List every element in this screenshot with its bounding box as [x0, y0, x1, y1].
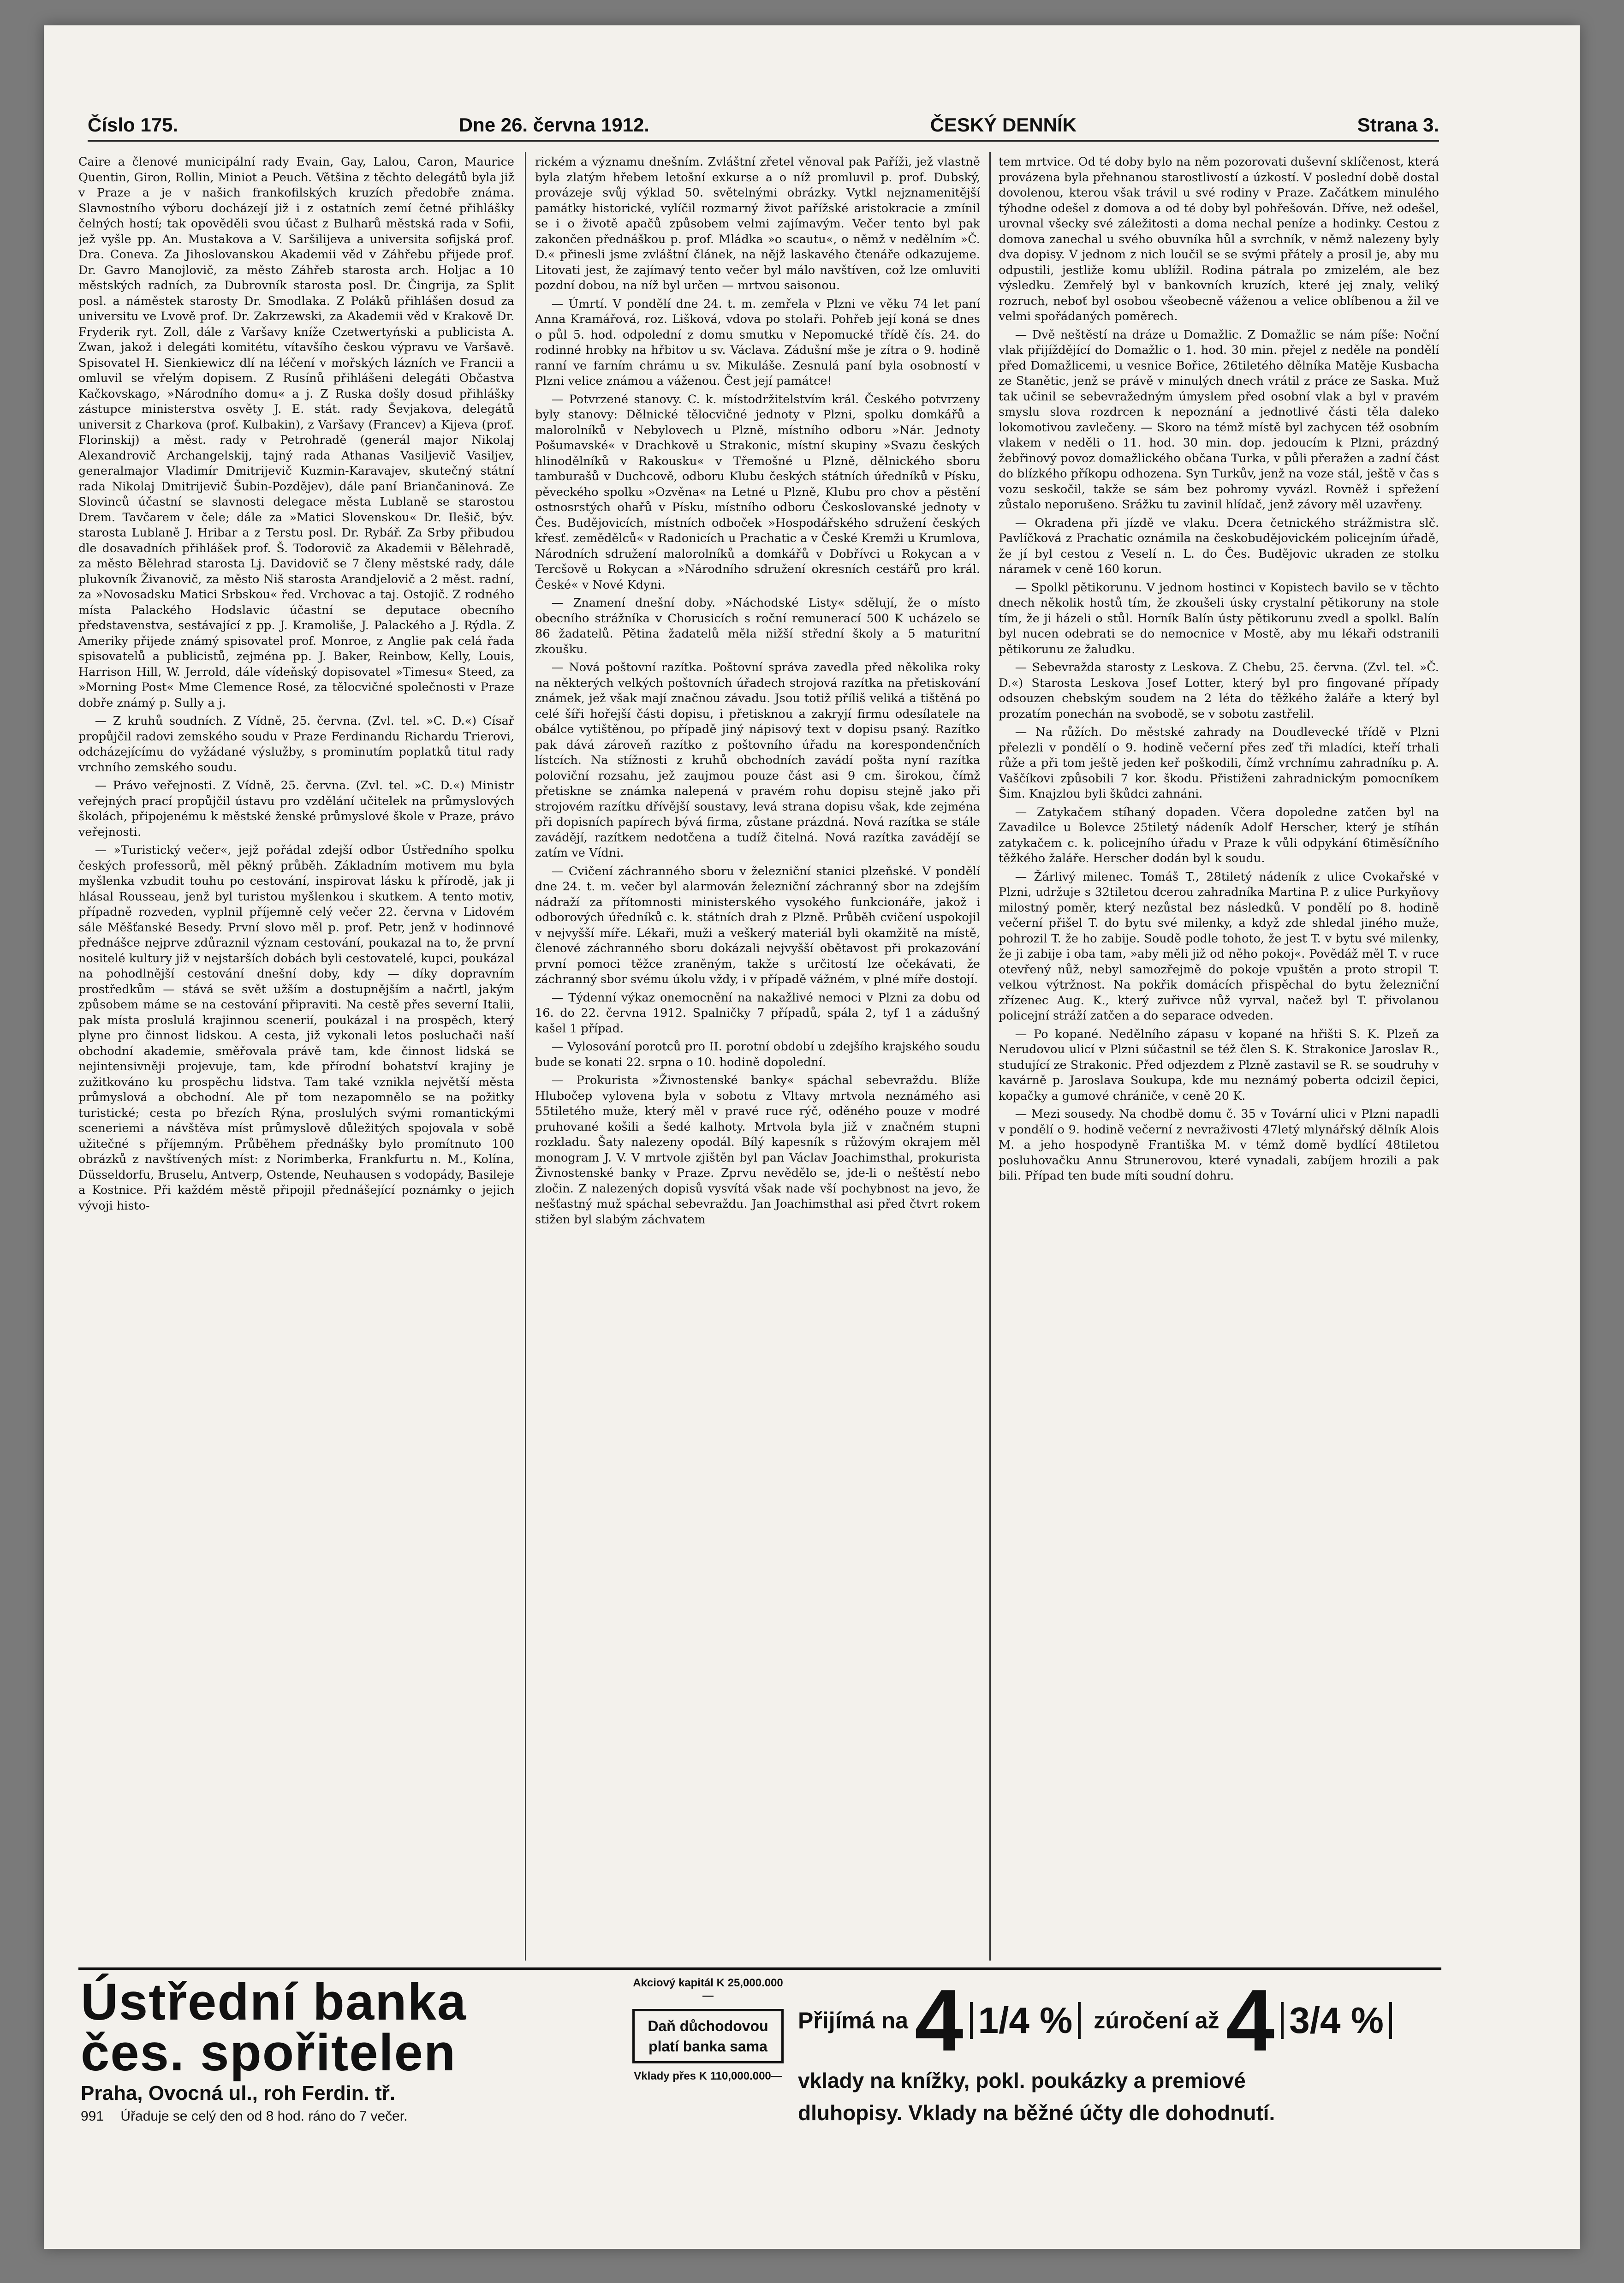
article-paragraph: — Cvičení záchranného sboru v železniční stanici plzeňské. V pondělí dne 24. t. m. večer byl alarmován železniční záchranný sbor na zdejším nádraží za přítomnosti ministerského vysokého funkcionáře, jakož i odborových úředníků c. k. státních drah z Plzně. Průběh cvičení uspokojil v nejvyšší míře. Lékaři, muži a veškerý materiál byli okamžitě na místě, členové záchranného sboru dokázali nejvyšší obětavost při prokazování první pomoci těžce zraněným, takže s určitostí lze očekávati, že záchranný sbor svému úkolu vždy, i v případě vážném, v plné míře dostojí. — [535, 864, 980, 986]
article-paragraph: — Vylosování porotců pro II. porotní období u zdejšího krajského soudu bude se konati 22. srpna o 10. hodině dopolední. — [535, 1040, 980, 1069]
article-paragraph: — Týdenní výkaz onemocnění na nakažlivé nemoci v Plzni za dobu od 16. do 22. června 1912. Spalničky 7 případů, spála 2, tyf 1 a zádušný kašel 1 případ. — [535, 990, 980, 1036]
bank-hours: Úřaduje se celý den od 8 hod. ráno do 7 večer. — [120, 2109, 408, 2124]
article-paragraph: — Sebevražda starosty z Leskova. Z Chebu, 25. června. (Zvl. tel. »Č. D.«) Starosta Leskova Josef Lotter, který byl pro fingované případy odsouzen chebským soudem na 2 léta do těžkého žaláře a který byl prozatím ponechán na svobodě, se v sobotu zastřelil. — [999, 661, 1439, 721]
page-header — [88, 108, 1439, 142]
article-paragraph: Caire a členové municipální rady Evain, Gay, Lalou, Caron, Maurice Quentin, Giron, Rollin, Miniot a Peuch. Většina z těchto delegátů byla již v Praze a je v našich frankofilských kruzích předobře známa. Slavnostního výboru docházejí již i z ostatních zemí četné přihlášky čelných hostí; tak opověděli svou účast z Bulharů městská rada v Sofii, jež vyšle pp. An. Mustakova a V. Saršilijeva a universita sofijská prof. Dra. Coneva. Za Jihoslovanskou Akademii věd v Záhřebu přijede prof. Dr. Gavro Manojlovič, za město Záhřeb starosta arch. Holjac a 10 městských radních, za Dubrovník starosta posl. Dr. Čingrija, za Split posl. a náměstek starosty Dr. Smodlaka. Z Poláků přihlášen dosud za universitu ve Lvově prof. Dr. Zakrzewski, za Akademii věd v Krakově Dr. Fryderik ryt. Zoll, dále z Varšavy kníže Czetwertyński a publicista A. Zwan, jakož i delegáti komitétu, vítavšího českou výpravu ve Varšavě. Spisovatel H. Sienkiewicz dlí na léčení v mořských lázních ve Francii a omluvil se vřelým dopisem. Z Rusínů přihlášeni delegáti Občastva Kačkovskago, »Národního domu« a j. Z Ruska došly dosud přihlášky zástupce ministerstva osvěty J. E. stát. rady Ševjakova, delegátů universit z Charkova (prof. Kulbakin), z Varšavy (Francev) a Kijeva (prof. Florinskij) a měst. rady v Petrohradě (generál major Nikolaj Alexandrovič Archangelskij, tajný rada Athanas Vasiljevič Vasiljev, generalmajor Vladimír Dmitrijevič Kuzmin-Karavajev, skutečný státní rada Nikolaj Dmitrijevič Šubin-Pozdějev), dále paní Briančaninová. Ze Slovinců účastní se slavnosti delegace města Lublaně se starostou Drem. Tavčarem v čele; dále za »Matici Slovenskou« Dr. Ilešič, býv. starosta Lublaně J. Hribar a z Terstu posl. Dr. Rybář. Za Srby přibudou dle dosavadních přihlášek prof. Š. Todorovič za Akademii v Bělehradě, za město Bělehrad starosta Lj. Davidovič se 7 členy městské rady, dále plukovník Živanovič, za město Niš starosta Arandjelovič a 2 měst. radní, za »Novosadsku Matici Srbskou« řed. Vrchovac a taj. Ostojič. Z rodného místa Palackého Hodslavic účastní se deputace obecního představenstva, sestávající z pp. J. Kramoliše, J. Palackého a J. Rýdla. Z Ameriky přijede známý spisovatel prof. Monroe, z Anglie pak celá řada spisovatelů a publicistů, zejména pp. J. Baker, Reinbow, Kelly, Louis, Harrison Hill, W. Jerrold, dále vídeňský dopisovatel »Timesu« Steed, za »Morning Post« Mme Clemence Rosé, za tělocvičné společnosti v Praze dobře známý p. Sully a j. — [78, 155, 514, 710]
issue-date: Dne 26. června 1912. — [458, 114, 649, 136]
newspaper-title: ČESKÝ DENNÍK — [930, 114, 1077, 136]
article-paragraph: rickém a významu dnešním. Zvláštní zřetel věnoval pak Paříži, jež vlastně byla zlatým hřebem letošní exkurse a o níž promluvil p. prof. Dubský, provázeje svůj výklad 50. světelnými obrázky. Vytkl nejznamenitější památky historické, vylíčil rozmarný život pařížské aristokracie a zmínil se i o životě apačů způsobem velmi zajímavým. Večer tento byl pak zakončen přednáškou p. prof. Mládka »o scautu«, o němž v nedělním »Č. D.« přinesli jsme zvláštní článek, na nějž laskavého čtenáře odkazujeme. Litovati jest, že zajímavý tento večer byl málo navštíven, což lze omluviti pozdní dobou, na níž byl určen — mrtvou saisonou. — [535, 155, 980, 292]
article-paragraph: — Znamení dnešní doby. »Náchodské Listy« sdělují, že o místo obecního strážníka v Chorusicích s roční remunerací 500 K ucházelo se 86 žadatelů. Pětina žadatelů měla nižší střední školy a 5 maturitní zkoušku. — [535, 596, 980, 656]
ad-code: 991 — [81, 2109, 104, 2124]
rate2-frac: 3/4 — [1289, 2000, 1341, 2041]
reserves-caption: Vklady přes K 110,000.000— — [634, 2070, 782, 2082]
column-divider — [989, 152, 991, 1961]
article-paragraph: — Z kruhů soudních. Z Vídně, 25. června. (Zvl. tel. »C. D.«) Císař propůjčil radovi zemského soudu v Praze Ferdinandu Richardu Trierovi, odcházejícímu do vyžádané výslužby, s prominutím poplatků titul rady vrchního zemského soudu. — [78, 714, 514, 775]
article-paragraph: — Prokurista »Živnostenské banky« spáchal sebevraždu. Blíže Hlubočep vylovena byla v sobotu z Vltavy mrtvola neznámého asi 55tiletého muže, který měl v pravé ruce rýč, oděného pouze v modré pruhované košili a šedé kalhoty. Mrtvola byla již v značném stupni rozkladu. Šaty nalezeny opodál. Bílý kapesník s růžovým okrajem měl monogram J. V. V mrtvole zjištěn byl pan Václav Joachimsthal, prokurista Živnostenské banky v Praze. Zprvu nevědělo se, jde-li o neštěstí nebo zločin. Z nalezených dopisů vysvítá však nade vší pochybnost na jevo, že nešťastný muž spáchal sebevraždu. Jan Joachimsthal asi před čtvrt rokem stižen byl slabým záchvatem — [535, 1073, 980, 1227]
interest-rates-block — [798, 1972, 1439, 2134]
bank-name-line1: Ústřední banka — [81, 1973, 467, 2031]
text-column-3 — [999, 155, 1439, 1958]
article-paragraph: — »Turistický večer«, jejž pořádal zdejší odbor Ústředního spolku českých professorů, měl pěkný průběh. Základním motivem mu byla myšlenka vzbudit touhu po cestování, inspirovat lásku k přírodě, jak ji hlásal Rousseau, jenž byl turistou myšlenkou i skutkem. A tento motiv, případně rozveden, vyplnil příjemně celý večer 22. června v Lidovém sále Měšťanské Besedy. První slovo měl p. prof. Petr, jenž v hodinnové přednášce nejprve zdůraznil význam cestování, poukazal na to, že první nositelé kultury již v nejstarších dobách byli cestovatelé, kupci, poukázal na pohodlnější cestování dnešní doby, kdy — díky dopravním prostředkům — stává se svět užším a dostupnějším a načrtl, jakým způsobem máme se na cestování připraviti. Na cestě přes severní Italii, pak místa proslulá krajinnou scenerií, poukázal i na prospěch, který plyne pro činnost lidskou. A cesta, již vykonali letos posluchači naší obchodní akademie, směřovala právě tam, kde činnost lidská se nejintensivněji projevuje, tam, kde přírodní bohatství krajiny je zužitkováno ku prospěchu lidstva. Tam také vznikla největší města průmyslová a obchodní. Ale př tom nezapomnělo se na požitky turistické; cesta po březích Rýna, proslulých svými romantickými sceneriemi a návštěva míst průmyslově důležitých spojovala v sobě užitečné s příjemným. Průběhem přednášky bylo promítnuto 100 obrázků z navštívených míst: z Norimberka, Frankfurtu n. M., Kolína, Düsseldorfu, Bruselu, Antverp, Ostende, Neuhausen s vodopády, Basileje a Kostnice. Při každém městě připojil přednášející poznámky o jejich vývoji histo- — [78, 843, 514, 1213]
deposit-types-line: vklady na knížky, pokl. poukázky a premiové — [798, 2068, 1246, 2092]
rate1-frac: 1/4 — [978, 2000, 1029, 2041]
page-number: Strana 3. — [1357, 114, 1439, 136]
rate2-fraction — [1281, 2002, 1392, 2039]
bank-hours-line — [81, 2109, 625, 2124]
rate1-whole: 4 — [915, 1972, 964, 2069]
bank-address: Praha, Ovocná ul., roh Ferdin. tř. — [81, 2082, 396, 2104]
text-column-1 — [78, 155, 514, 1958]
text-column-2 — [535, 155, 980, 1958]
rate1-fraction — [970, 2002, 1081, 2039]
column-divider — [525, 152, 526, 1961]
article-paragraph: — Okradena při jízdě ve vlaku. Dcera četnického strážmistra slč. Pavlíčková z Prachatic oznámila na českobudějovickém policejním úřadě, že jí byl cestou z Veselí n. L. do Čes. Budějovic ukraden ze stolku náramek v ceně 160 korun. — [999, 516, 1439, 576]
bank-name-line2: čes. spořitelen — [81, 2024, 457, 2081]
article-paragraph: — Dvě neštěstí na dráze u Domažlic. Z Domažlic se nám píše: Noční vlak přijíždějící do Domažlic o 1. hod. 30 min. přejel z neděle na pondělí před Domažlicemi, u vesnice Bořice, 26tiletého dělníka Matěje Kusbacha ze Stanětic, jenž se právě v minulých dnech vrátil z práce ze Saska. Muž tak učinil se sebevražedným úmyslem před osobní vlak a byl v pravém smyslu slova rozdrcen k nepoznání a jednotlivé části těla daleko lokomotivou zavlečeny. — Skoro na témž místě byl zachycen též osobním vlakem v neděli o 11. hod. 30 min. dop. jedoucím k Plzni, prázdný žebřinový povoz domažlického občana Turka, v půli přeražen a zadní část do blízkého příkopu odhozena. Syn Turkův, jenž na voze stál, ještě v čas s vozu seskočil, takže se sám bez pohromy vyvázl. Rovněž i spřežení zůstalo neporušeno. Srážku tu zavinil hlídač, jenž závory měl uzavřeny. — [999, 328, 1439, 512]
interest-rates-row — [798, 1972, 1439, 2069]
article-paragraph: — Právo veřejnosti. Z Vídně, 25. června. (Zvl. tel. »C. D.«) Ministr veřejných prací propůjčil ústavu pro vzdělání učitelek na průmyslových školách, připojenému k městské ženské průmyslové škole v Praze, právo veřejnosti. — [78, 779, 514, 839]
advertisement-divider — [78, 1967, 1441, 1970]
article-paragraph: — Úmrtí. V pondělí dne 24. t. m. zemřela v Plzni ve věku 74 let paní Anna Kramářová, roz. Lišková, vdova po stolaři. Pohřeb její koná se dnes o půl 5. hod. odpolední z domu smutku v Nepomucké třídě čís. 24. do rodinné hrobky na hřbitov u sv. Václava. Zádušní mše je zítra o 9. hodině ranní ve farním chrámu u sv. Mikuláše. Zesnulá paní byla osobností v Plzni velice známou a váženou. Čest její památce! — [535, 297, 980, 388]
bank-advertisement — [81, 1972, 1439, 2136]
rate1-symbol: % — [1040, 2000, 1073, 2041]
article-paragraph: — Na růžích. Do městské zahrady na Doudlevecké třídě v Plzni přelezli v pondělí o 9. hodině večerní přes zeď tři mladíci, kteří trhali růže a při tom ještě jeden keř poškodili, čímž vrchnímu zahradníku p. A. Vaščíkovi způsobili 7 kor. škodu. Přistiženi zahradnickým pomocníkem Šim. Knajzlou byli škůdci zahnáni. — [999, 725, 1439, 801]
interest-label: zúročení až — [1094, 2008, 1219, 2033]
article-paragraph: — Po kopané. Nedělního zápasu v kopané na hřišti S. K. Plzeň za Nerudovou ulicí v Plzni súčastnil se též člen S. K. Strakonice Jaroslav R., studující ze Strakonic. Před odjezdem z Plzně zastavil se R. se soudruhy v kavárně p. Jaroslava Soukupa, kde mu neznámý poberta odcizil čepici, kopačky a gumové chrániče, v ceně 20 K. — [999, 1027, 1439, 1103]
article-paragraph: — Potvrzené stanovy. C. k. místodržitelstvím král. Českého potvrzeny byly stanovy: Dělnické tělocvičné jednoty v Plzni, spolku domkářů a malorolníků v Nebylovech u Plzně, místního odboru »Nár. Jednoty Pošumavské« v Drachkově u Strakonic, místní skupiny »Svazu českých hlinodělníků v Rakousku« v Třemošné u Plzně, dělnického sboru tamburašů v Duchcově, odboru Klubu českých státních úředníků v Písku, pěveckého spolku »Ozvěna« na Letné u Plzně, Klubu pro chov a pěstění ostnosrstých ohařů v Písku, místního odboru Českoslovanské jednoty v Čes. Budějovicích, místních odboček »Hospodářského sdružení českých křesť. zemědělců« v Radonicích u Prachatic a v České Kremži u Krumlova, Národních sdružení malorolníků a domkářů v Dobřívci u Rokycan a v Tercšově u Rokycan a »Národního sdružení okresních cestářů pro král. České« v Nové Kdyni. — [535, 392, 980, 592]
article-paragraph: — Zatykačem stíhaný dopaden. Včera dopoledne zatčen byl na Zavadilce u Bolevce 25tiletý nádeník Adolf Herscher, který je stíhán zatykačem c. k. policejního úřadu v Praze k vůli odpykání 6timěsíčního těžkého žaláře. Herscher dodán byl k soudu. — [999, 805, 1439, 865]
bank-name-block — [81, 1973, 625, 2134]
article-paragraph: tem mrtvice. Od té doby bylo na něm pozorovati duševní sklíčenost, která provázena byla přehnanou starostlivostí a úzkostí. V poslední době dostal dovolenou, kterou však trávil u své rodiny v Praze. Začátkem minulého týhodne odešel z domova a od té doby byl pohřešován. Dříve, než odešel, urovnal všecky své záležitosti a doma nechal peníze a hodinky. Cestou z domova zanechal u svého obuvníka hůl a svrchník, v němž nalezeny byly dva dopisy. V jednom z nich loučil se se svými přátely a prosil je, aby mu odpustili, jestliže komu ublížil. Rodina pátrala po zmizelém, ale bez výsledku. Zemřelý byl v bankovních kruzích, které jej znaly, veliký rozruch, neboť byl osobou všeobecně váženou a velice oblíbenou a žil ve velmi spořádaných poměrech. — [999, 155, 1439, 323]
article-paragraph: — Žárlivý milenec. Tomáš T., 28tiletý nádeník z ulice Cvokařské v Plzni, udržuje s 32tiletou dcerou zahradníka Martina P. z ulice Purkyňovy milostný poměr, který nezůstal bez následků. V pondělí po 8. hodině večerní přišel T. do bytu své milenky, a když zde shledal jiného muže, pohrozil T. že ho zabije. Soudě podle tohoto, že jest T. v bytu své milenky, že ji zabije i oba tam, »aby měli již od něho pokoj«. Povědáž měl T. v ruce otevřený nůž, nebyl samozřejmě do pokoje vpuštěn a proto stropil T. velkou výtržnost. Na pokřik domácích přispěchal do bytu železniční zřízenec Aug. K., který zuřivce nůž vyrval, načež byl T. přivolanou policejní stráží zatčen a do separace odveden. — [999, 870, 1439, 1023]
rate2-whole: 4 — [1225, 1972, 1275, 2069]
article-paragraph: — Spolkl pětikorunu. V jednom hostinci v Kopistech bavilo se v těchto dnech několik hostů tím, že zkoušeli úsky crystalní pětikoruny na stole tím, že ji házeli o stůl. Horník Balín ústy pětikorunu zvedl a spolkl. Balín byl nucen odebrati se do nemocnice v Mostě, aby mu lékaři odstranili pětikorunu ze žaludku. — [999, 580, 1439, 656]
article-paragraph: — Mezi sousedy. Na chodbě domu č. 35 v Tovární ulici v Plzni napadli v pondělí o 9. hodině večerní z nevraživosti 47letý mlynářský dělník Alois M. a jeho hospodyně Františka M. v témž domě bydlící 48tiletou posluhovačku Annu Strunerovou, které vynadali, zabíjem hrozili a pak bili. Případ ten bude míti soudní dohru. — [999, 1107, 1439, 1183]
current-accounts-line: dluhopisy. Vklady na běžné účty dle dohodnutí. — [798, 2101, 1275, 2125]
tax-box: Daň důchodovou platí banka sama — [632, 2009, 784, 2063]
bank-capital-block — [630, 1977, 786, 2134]
capital-caption: Akciový kapitál K 25,000.000— — [633, 1977, 783, 2002]
article-paragraph: — Nová poštovní razítka. Poštovní správa zavedla před několika roky na některých velkých poštovních úřadech strojová razítka na přetiskování známek, jež však mají značnou závadu. Jsou totiž příliš veliká a tištěná po celé šíři hořejší části dopisu, i přetisknou a zakryjí firmu odesílatele na obálce vytištěnou, po případě jiný nápisový text v dopisu psaný. Razítko pak dává zároveň razítko z poštovního úřadu na korespondenčních lístcích. Na stížnosti z kruhů obchodních zavádí pošta nyní razítka poloviční rozsahu, jež zaujmou pouze část asi 9 cm. širokou, čímž přetiskne se známka nalepená v pravém rohu dopisu stejně jako při strojovém razítku dřívější soustavy, levá strana dopisu však, kde zejména při dopisních papírech bývá firma, zůstane prázdná. Nová razítka se stále zavádějí, razítkem nedotčena a tudíž čitelná. Nová razítka zavádějí se zatím ve Vídni. — [535, 661, 980, 860]
accepts-label: Přijímá na — [798, 2008, 908, 2033]
issue-number: Číslo 175. — [88, 114, 178, 136]
rate2-symbol: % — [1350, 2000, 1384, 2041]
